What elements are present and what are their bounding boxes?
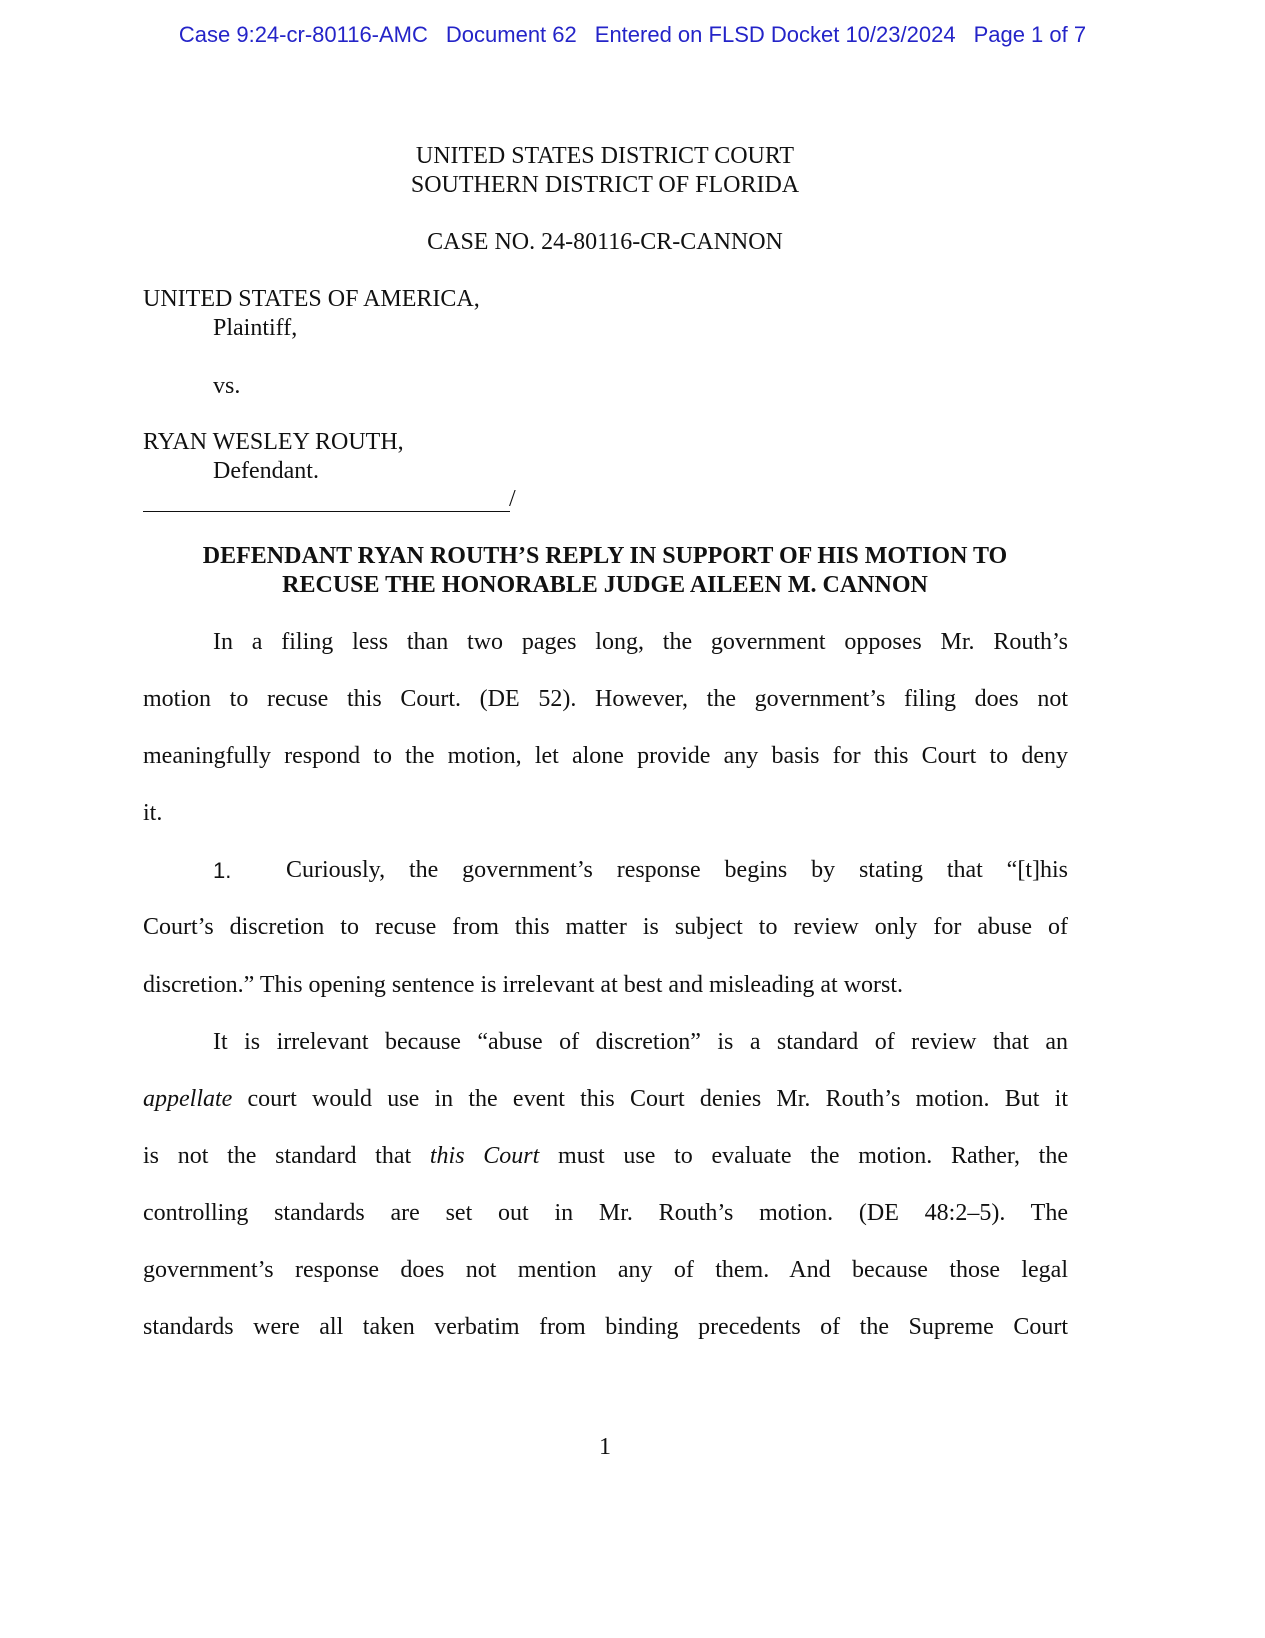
paragraph-number: 1.	[213, 858, 232, 883]
caption-rule	[143, 511, 510, 512]
docket-header	[0, 22, 1265, 48]
defendant-name: RYAN WESLEY ROUTH,	[143, 429, 404, 455]
defendant-role: Defendant.	[213, 458, 319, 484]
body-line	[143, 1086, 1068, 1113]
court-name: UNITED STATES DISTRICT COURT	[415, 143, 795, 169]
document-title-line1: DEFENDANT RYAN ROUTH’S REPLY IN SUPPORT OF HIS MOTION TO	[202, 543, 1008, 569]
body-line: Curiously, the government’s response begins by stating that “[t]his	[286, 857, 1068, 883]
page-number: 1	[599, 1434, 611, 1460]
body-text: must use to evaluate the motion. Rather, the	[539, 1143, 1068, 1169]
body-line	[143, 1143, 1068, 1170]
versus: vs.	[213, 373, 241, 399]
body-line: It is irrelevant because “abuse of discretion” is a standard of review that an	[213, 1029, 1068, 1055]
body-text: is not the standard that	[143, 1143, 430, 1169]
body-line: discretion.” This opening sentence is irrelevant at best and misleading at worst.	[143, 972, 904, 998]
body-line: In a filing less than two pages long, the government opposes Mr. Routh’s	[213, 629, 1068, 655]
entered-date-header: Entered on FLSD Docket 10/23/2024	[594, 22, 956, 47]
document-number-header: Document 62	[445, 22, 577, 47]
body-line: meaningfully respond to the motion, let alone provide any basis for this Court to deny	[143, 743, 1068, 769]
body-line: Court’s discretion to recuse from this matter is subject to review only for abuse of	[143, 914, 1068, 940]
italic-text: this Court	[429, 1143, 540, 1169]
body-line: government’s response does not mention any of them. And because those legal	[143, 1257, 1068, 1283]
case-number-header: Case 9:24-cr-80116-AMC	[178, 22, 428, 47]
body-text: court would use in the event this Court denies Mr. Routh’s motion. But it	[232, 1086, 1068, 1112]
plaintiff-role: Plaintiff,	[213, 315, 298, 341]
italic-text: appellate	[143, 1086, 233, 1112]
caption-slash: /	[509, 486, 516, 512]
body-line: it.	[143, 800, 163, 826]
body-line: motion to recuse this Court. (DE 52). However, the government’s filing does not	[143, 686, 1068, 712]
body-line: standards were all taken verbatim from binding precedents of the Supreme Court	[143, 1314, 1068, 1340]
case-number: CASE NO. 24-80116-CR-CANNON	[427, 229, 783, 255]
plaintiff-name: UNITED STATES OF AMERICA,	[143, 286, 480, 312]
court-district: SOUTHERN DISTRICT OF FLORIDA	[410, 172, 800, 198]
page-count-header: Page 1 of 7	[973, 22, 1087, 47]
document-title-line2: RECUSE THE HONORABLE JUDGE AILEEN M. CANNON	[282, 572, 928, 598]
body-line: controlling standards are set out in Mr. Routh’s motion. (DE 48:2–5). The	[143, 1200, 1068, 1226]
